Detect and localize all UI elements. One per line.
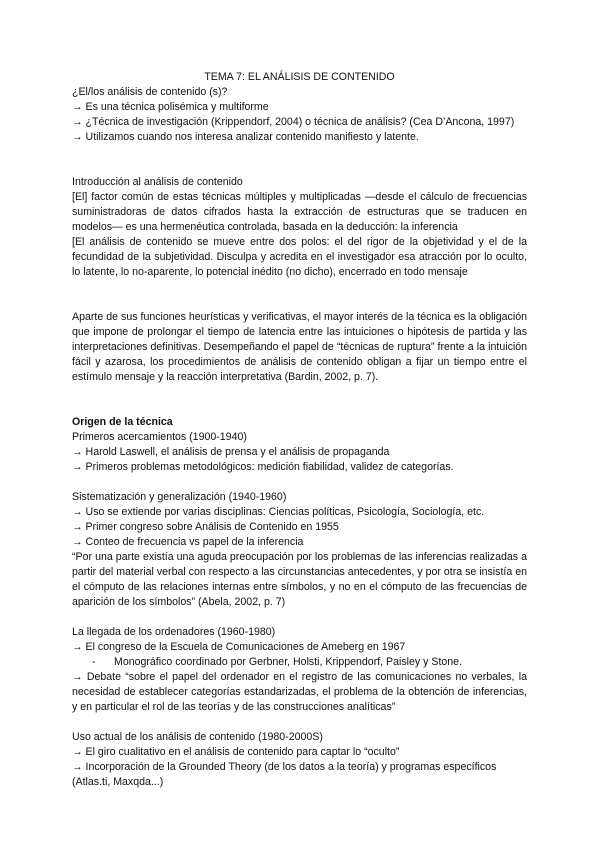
origen-heading: Origen de la técnica — [72, 416, 173, 428]
list-item: → Primeros problemas metodológicos: medición fiabilidad, validez de categorías. — [72, 461, 454, 473]
introduccion-paragraph: [El análisis de contenido se mueve entre dos polos: el del rigor de la objetividad y el de la fecundidad de la subjetividad. Disculpa y acredita en el investigador esa atracción por lo oculto, lo latente, lo no-aparente, lo potencial inédito (no dicho), encerrado en todo mensaje — [72, 236, 527, 278]
spacer — [72, 385, 527, 415]
uso-actual-heading: Uso actual de los análisis de contenido (1980-2000S) — [72, 731, 323, 743]
spacer — [72, 610, 527, 625]
spacer — [72, 280, 527, 310]
spacer — [72, 145, 527, 175]
intro-line: → ¿Técnica de investigación (Krippendorf, 2004) o técnica de análisis? (Cea D’Ancona, 1997) — [72, 116, 515, 128]
introduccion-heading: Introducción al análisis de contenido — [72, 176, 243, 188]
intro-line: → Es una técnica polisémica y multiforme — [72, 101, 269, 113]
list-item: → Incorporación de la Grounded Theory (de los datos a la teoría) y programas específicos (Atlas.ti, Maxqda...) — [72, 761, 497, 788]
introduccion-paragraph: [El] factor común de estas técnicas múltiples y multiplicadas —desde el cálculo de frecuencias suministradoras de datos cifrados hasta la extracción de estructuras que se traducen en modelos— es una hermenéutica controlada, basada en la deducción: la inferencia — [72, 191, 527, 233]
list-item: → El giro cualitativo en el análisis de contenido para captar lo “oculto” — [72, 746, 400, 758]
primeros-heading: Primeros acercamientos (1900-1940) — [72, 431, 247, 443]
list-item: → Harold Laswell, el análisis de prensa y el análisis de propaganda — [72, 446, 390, 458]
list-item: → Debate “sobre el papel del ordenador en el registro de las comunicaciones no verbales, la necesidad de establecer categorías estandarizadas, el problema de la obtención de inferencias, y en particular el rol de las teorías y de las construcciones analíticas” — [72, 671, 527, 713]
list-item: → Primer congreso sobre Análisis de Contenido en 1955 — [72, 521, 339, 533]
dash-bullet: - — [92, 656, 96, 668]
sistematizacion-heading: Sistematización y generalización (1940-1960) — [72, 491, 287, 503]
intro-line: → Utilizamos cuando nos interesa analizar contenido manifiesto y latente. — [72, 131, 419, 143]
spacer — [72, 475, 527, 490]
bardin-paragraph: Aparte de sus funciones heurísticas y verificativas, el mayor interés de la técnica es la obligación que impone de prolongar el tiempo de latencia entre las intuiciones o hipótesis de partida y las interpretaciones definitivas. Desempeñando el papel de “técnicas de ruptura” frente a la intuición fácil y azarosa, los procedimientos de análisis de contenido obligan a fijar un tiempo entre el estímulo mensaje y la reacción interpretativa (Bardin, 2002, p. 7). — [72, 311, 527, 383]
list-item: → Conteo de frecuencia vs papel de la inferencia — [72, 536, 304, 548]
document-content — [72, 70, 527, 790]
sub-list-item — [72, 655, 527, 670]
ordenadores-heading: La llegada de los ordenadores (1960-1980) — [72, 626, 276, 638]
sub-list-item-text: Monográfico coordinado por Gerbner, Holsti, Krippendorf, Paisley y Stone. — [114, 656, 463, 668]
sistematizacion-quote: “Por una parte existía una aguda preocupación por los problemas de las inferencias realizadas a partir del material verbal con respecto a las circunstancias antecedentes, y por otra se insistía en el cómputo de las relaciones internas entre símbolos, y no en el cómputo de las frecuencias de aparición de los símbolos” (Abela, 2002, p. 7) — [72, 551, 527, 608]
intro-question: ¿El/los análisis de contenido (s)? — [72, 86, 228, 98]
spacer — [72, 715, 527, 730]
list-item: → El congreso de la Escuela de Comunicaciones de Ameberg en 1967 — [72, 641, 406, 653]
list-item: → Uso se extiende por varias disciplinas: Ciencias políticas, Psicología, Sociología, etc. — [72, 506, 485, 518]
page-title: TEMA 7: EL ANÁLISIS DE CONTENIDO — [204, 71, 395, 83]
